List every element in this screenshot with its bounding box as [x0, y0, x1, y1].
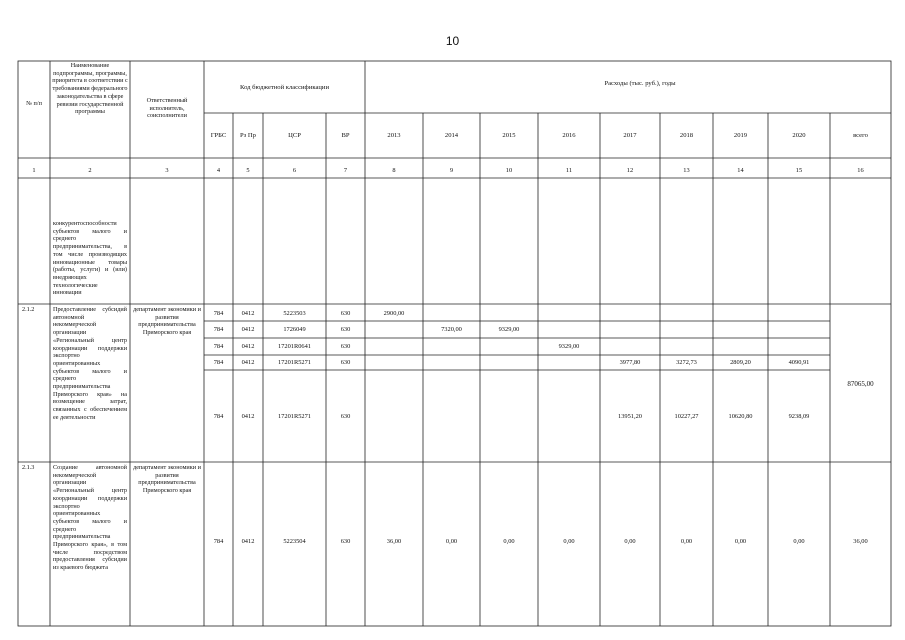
row-212-2-grbs: 784: [213, 326, 224, 333]
row-212-1-rzpr: 0412: [241, 310, 255, 317]
row-212-number: 2.1.2: [22, 306, 35, 313]
row-213-rzpr: 0412: [241, 538, 255, 545]
colnum-1: 1: [32, 167, 36, 174]
header-col-2013: 2013: [387, 132, 401, 139]
row-212-4-rzpr: 0412: [241, 359, 255, 366]
header-col-csr: ЦСР: [288, 132, 301, 139]
colnum-12: 12: [626, 167, 634, 174]
row-213-2016: 0,00: [563, 538, 575, 545]
row-213-2015: 0,00: [503, 538, 515, 545]
continuation-text: конкурентоспособности субъектов малого и среднего предпринимательства, в том числе производящих инновационные товары (работы, услуги) и (или) внедряющих технологические инновации: [53, 220, 127, 297]
row-212-1-grbs: 784: [213, 310, 224, 317]
row-212-3-vr: 630: [340, 343, 351, 350]
row-212-3-2016: 9329,00: [558, 343, 580, 350]
header-name: Наименование подпрограммы, программы, приоритета в соответствии с требованиями федерального законодательства в сфере ревизии государственной программы: [52, 62, 128, 116]
row-213-2020: 0,00: [793, 538, 805, 545]
row-212-5-2019: 10620,80: [728, 413, 753, 420]
row-212-name: Предоставление субсидий автономной некоммерческой организации «Региональный центр координации поддержки экспортно ориентированных субъектов малого и среднего предпринимательства Приморского края» на возмещение затрат, связанных с обеспечением ее деятельности: [53, 306, 127, 421]
colnum-13: 13: [683, 167, 690, 174]
colnum-7: 7: [343, 167, 348, 174]
row-212-4-2019: 2809,20: [730, 359, 751, 366]
row-212-4-csr: 17201R5271: [277, 359, 312, 366]
row-212-5-2020: 9238,09: [788, 413, 810, 420]
row-213-name: Создание автономной некоммерческой организации «Региональный центр координации поддержки экспортно ориентированных субъектов малого и среднего предпринимательства Приморского края», в том числе посредством предоставления субсидии из краевого бюджета: [53, 464, 127, 572]
row-212-4-2017: 3977,80: [619, 359, 641, 366]
row-213-vr: 630: [340, 538, 351, 545]
colnum-16: 16: [857, 167, 864, 174]
row-212-5-grbs: 784: [213, 413, 224, 420]
header-col-2019: 2019: [733, 132, 748, 139]
header-col-2017: 2017: [623, 132, 637, 139]
header-col-rzpr: Рз Пр: [240, 132, 256, 139]
colnum-9: 9: [449, 167, 454, 174]
row-212-3-grbs: 784: [213, 343, 224, 350]
row-213-total: 36,00: [853, 538, 868, 545]
row-212-2-vr: 630: [340, 326, 351, 333]
row-213-grbs: 784: [213, 538, 224, 545]
row-212-5-2018: 10227,27: [674, 413, 699, 420]
row-213-number: 2.1.3: [22, 464, 35, 471]
header-col-2014: 2014: [444, 132, 459, 139]
row-212-5-2017: 13951,20: [618, 413, 642, 420]
header-expenses: Расходы (тыс. руб.), годы: [604, 80, 676, 87]
row-212-5-csr: 17201R5271: [277, 413, 312, 420]
header-col-2020: 2020: [792, 132, 806, 139]
colnum-11: 11: [565, 167, 573, 174]
row-212-1-csr: 5223503: [283, 310, 306, 317]
row-212-4-2020: 4090,91: [788, 359, 810, 366]
page-number: 10: [445, 34, 460, 48]
row-212-5-rzpr: 0412: [241, 413, 255, 420]
row-212-3-csr: 17201R0641: [277, 343, 312, 350]
row-213-2017: 0,00: [624, 538, 636, 545]
row-212-2-csr: 1726049: [283, 326, 306, 333]
colnum-5: 5: [246, 167, 250, 174]
header-col-2015: 2015: [502, 132, 516, 139]
colnum-14: 14: [737, 167, 744, 174]
row-212-responsible: департамент экономики и развития предпринимательства Приморского края: [133, 306, 201, 337]
header-no: № п/п: [26, 100, 42, 107]
row-212-2-2014: 7320,00: [441, 326, 462, 333]
row-212-1-2013: 2900,00: [383, 310, 405, 317]
colnum-4: 4: [216, 167, 221, 174]
header-budget-code: Код бюджетной классификации: [240, 84, 329, 91]
row-212-3-rzpr: 0412: [241, 343, 255, 350]
header-responsible: Ответственный исполнитель, соисполнители: [146, 97, 188, 120]
row-212-4-grbs: 784: [213, 359, 224, 366]
row-213-2019: 0,00: [734, 538, 747, 545]
colnum-8: 8: [392, 167, 396, 174]
row-212-1-vr: 630: [340, 310, 351, 317]
row-212-2-rzpr: 0412: [241, 326, 255, 333]
row-213-csr: 5223504: [283, 538, 306, 545]
row-212-total: 87065,00: [847, 380, 874, 388]
colnum-6: 6: [292, 167, 297, 174]
colnum-10: 10: [505, 167, 513, 174]
row-213-2018: 0,00: [680, 538, 693, 545]
row-212-4-vr: 630: [340, 359, 351, 366]
row-212-2-2015: 9329,00: [498, 326, 520, 333]
header-col-2018: 2018: [679, 132, 694, 139]
colnum-3: 3: [165, 167, 169, 174]
row-213-responsible: департамент экономики и развития предпринимательства Приморского края: [133, 464, 201, 495]
header-col-2016: 2016: [562, 132, 576, 139]
header-col-vr: ВР: [341, 132, 350, 139]
header-col-grbs: ГРБС: [210, 132, 227, 139]
colnum-15: 15: [795, 167, 803, 174]
row-212-5-vr: 630: [340, 413, 351, 420]
row-212-4-2018: 3272,73: [676, 359, 697, 366]
row-213-2013: 36,00: [386, 538, 402, 545]
row-213-2014: 0,00: [445, 538, 458, 545]
colnum-2: 2: [88, 167, 92, 174]
header-col-total: всего: [853, 132, 868, 139]
